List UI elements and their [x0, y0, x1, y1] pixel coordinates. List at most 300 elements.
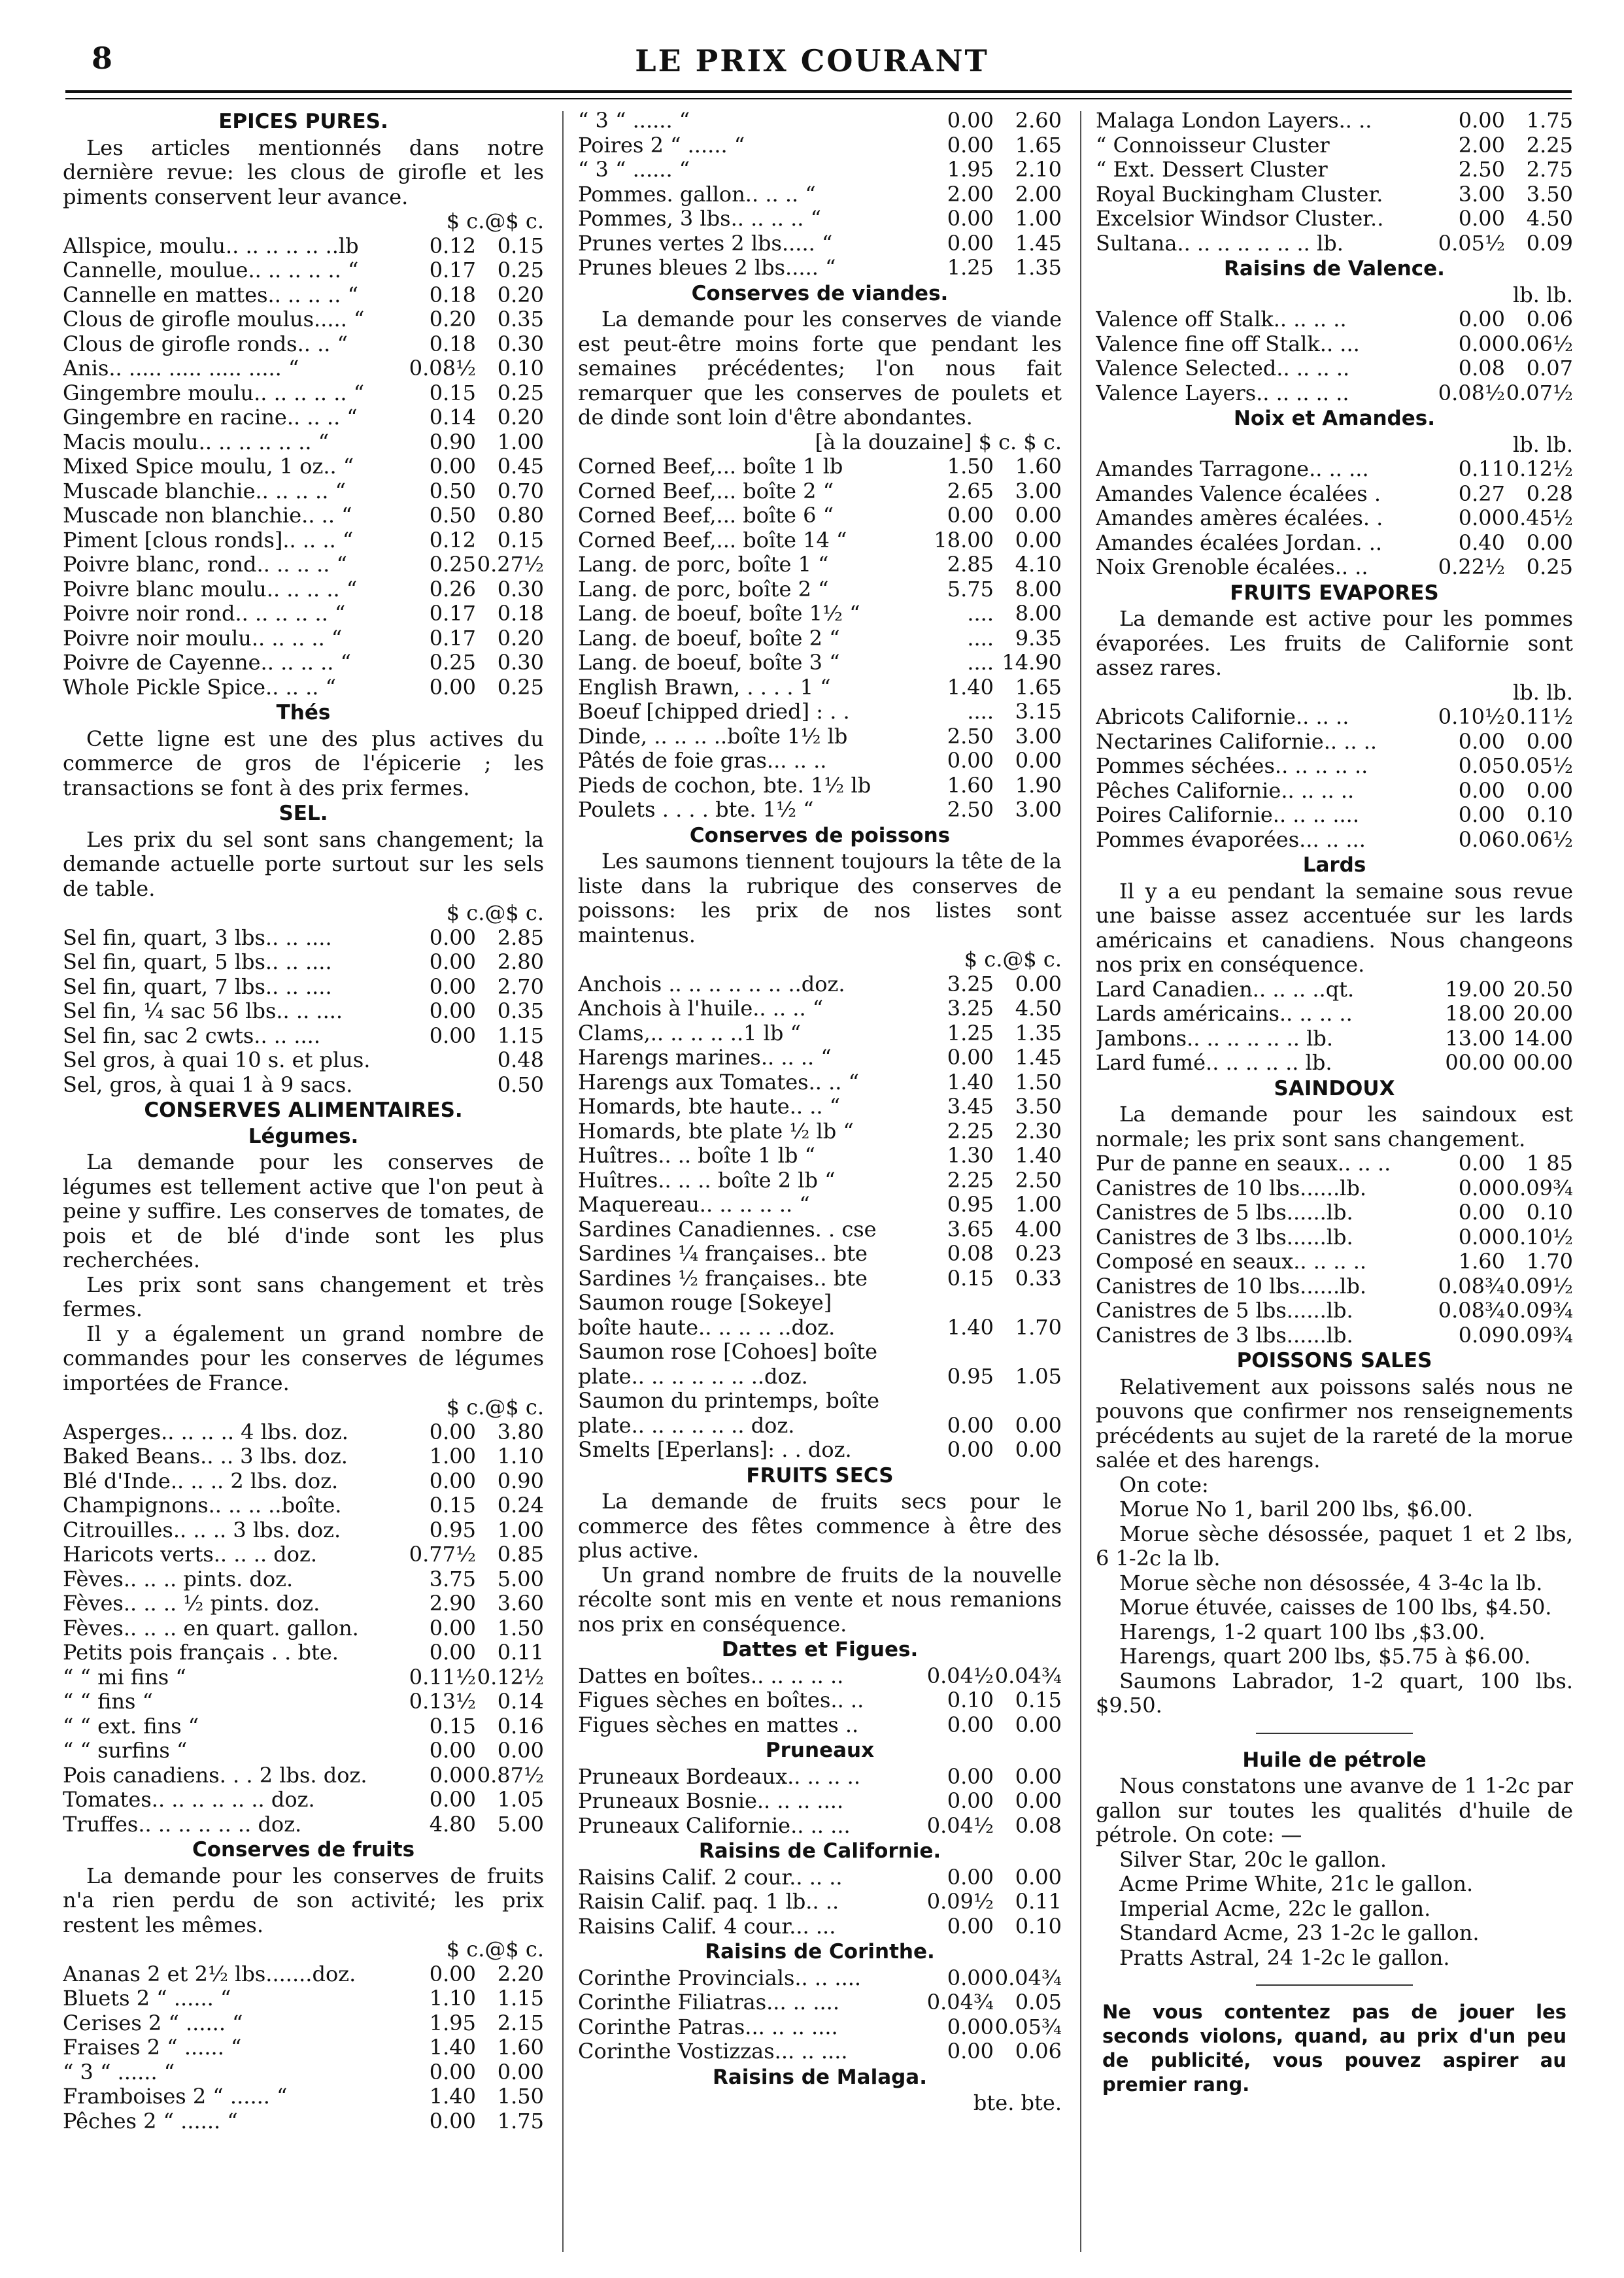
- price-low: 0.06: [1458, 826, 1505, 852]
- price-high: 2.20: [497, 1961, 544, 1986]
- price-row: [1096, 133, 1573, 158]
- subsection-title: Raisins de Malaga.: [712, 2065, 927, 2089]
- item-name: Clous de girofle ronds.. .. “: [63, 332, 348, 356]
- price-high: [994, 1291, 1062, 1316]
- price-high: 0.25: [497, 380, 544, 405]
- price-high: 2.60: [1015, 108, 1062, 133]
- price-low: 1.10: [429, 1986, 476, 2011]
- price-high: 0.24: [497, 1493, 544, 1518]
- price-list: [63, 234, 544, 700]
- price-high: 0.27½: [477, 552, 544, 577]
- subsection-title: Conserves de fruits: [192, 1838, 415, 1862]
- price-high: 3.80: [497, 1419, 544, 1444]
- paragraph: La demande de fruits secs pour le commerce des fêtes commence à être des plus active.: [578, 1489, 1062, 1563]
- item-name: Anis.. ..... ..... ..... ..... “: [63, 356, 299, 381]
- paragraph: La demande est active pour les pommes évaporées. Les fruits de Californie sont assez rares.: [1096, 606, 1573, 680]
- price-row: [63, 454, 544, 479]
- price-row: [63, 307, 544, 332]
- price-list: [63, 1420, 544, 1837]
- price-low: 0.00: [429, 2059, 476, 2084]
- price-low: 0.00: [947, 1913, 994, 1939]
- item-name: “ “ ext. fins “: [63, 1714, 199, 1739]
- price-row: [63, 1714, 544, 1739]
- price-high: 3.50: [1015, 1094, 1062, 1119]
- price-high: 1.75: [1526, 108, 1573, 133]
- price-row: [578, 1291, 1062, 1316]
- oncote-label: On cote:: [1119, 1472, 1209, 1497]
- paragraph: Cette ligne est une des plus actives du commerce de gros de l'épicerie ; les transactions se font à des prix fermes.: [63, 726, 544, 800]
- price-high: 1.60: [497, 2035, 544, 2060]
- price-low: 0.11: [1458, 456, 1505, 481]
- item-name: Gingembre en racine.. .. .. “: [63, 405, 358, 430]
- price-high: 0.70: [497, 478, 544, 503]
- price-row: [63, 1444, 544, 1469]
- price-low: 0.08½: [1438, 380, 1505, 405]
- price-low: 0.00: [947, 748, 994, 773]
- price-row: [63, 577, 544, 602]
- quote-line: Morue No 1, baril 200 lbs, $6.00.: [1119, 1497, 1474, 1522]
- item-name: Corned Beef,... boîte 2 “: [578, 479, 834, 503]
- quote-line: Morue sèche non désossée, 4 3-4c la lb.: [1119, 1570, 1543, 1595]
- price-low: ....: [967, 601, 994, 626]
- price-low: 2.00: [1458, 132, 1505, 158]
- price-high: 0.04¾: [994, 1663, 1062, 1688]
- price-low: 0.00: [429, 974, 476, 999]
- quote-lines: [1096, 1848, 1573, 1971]
- item-name: Anchois à l'huile.. .. .. “: [578, 996, 824, 1021]
- price-low: 1.50: [947, 454, 994, 479]
- item-name: Fèves.. .. .. pints. doz.: [63, 1567, 294, 1591]
- price-high: 0.85: [497, 1542, 544, 1567]
- item-name: Saumon rose [Cohoes] boîte: [578, 1340, 877, 1364]
- item-name: Lard fumé.. .. .. .. .. lb.: [1096, 1051, 1332, 1075]
- price-row: [578, 774, 1062, 798]
- item-name: Macis moulu.. .. .. .. .. .. “: [63, 430, 330, 454]
- price-row: [578, 651, 1062, 675]
- quote-lines: [1096, 1497, 1573, 1718]
- item-name: Lang. de boeuf, boîte 2 “: [578, 626, 840, 651]
- subsection-title: Raisins de Corinthe.: [705, 1940, 935, 1964]
- price-low: 0.17: [429, 601, 476, 626]
- price-row: [63, 1690, 544, 1714]
- price-low: 0.77½: [409, 1542, 476, 1567]
- item-name: Huîtres.. .. boîte 1 lb “: [578, 1144, 816, 1168]
- price-low: ....: [967, 625, 994, 651]
- price-row: [1096, 182, 1573, 207]
- price-low: 0.00: [947, 1763, 994, 1789]
- price-high: 20.00: [1513, 1001, 1573, 1026]
- price-low: 1.30: [947, 1143, 994, 1168]
- price-low: 0.18: [429, 331, 476, 356]
- price-row: [578, 1217, 1062, 1242]
- price-high: 5.00: [497, 1811, 544, 1837]
- price-high: 1.45: [1015, 1045, 1062, 1070]
- item-name: Malaga London Layers.. ..: [1096, 109, 1372, 133]
- price-low: 0.00: [1458, 307, 1505, 332]
- price-row: [63, 552, 544, 577]
- price-low: 0.00: [1458, 1175, 1505, 1200]
- price-low: 0.00: [947, 132, 994, 158]
- item-name: Canistres de 10 lbs......lb.: [1096, 1176, 1367, 1200]
- price-high: 2.30: [1015, 1118, 1062, 1144]
- price-low: 0.08½: [409, 356, 476, 381]
- item-name: Valence off Stalk.. .. .. ..: [1096, 307, 1347, 332]
- price-high: 2.80: [497, 949, 544, 974]
- price-high: 0.00: [1015, 971, 1062, 996]
- price-low: 0.12: [429, 527, 476, 552]
- price-low: 3.75: [429, 1566, 476, 1591]
- price-row: [63, 1469, 544, 1494]
- price-low: 0.10½: [1438, 704, 1505, 729]
- price-low: 2.90: [429, 1591, 476, 1616]
- price-row: [63, 675, 544, 700]
- item-name: Truffes.. .. .. .. .. .. doz.: [63, 1812, 302, 1837]
- price-high: 2.75: [1526, 157, 1573, 182]
- price-row: [578, 700, 1062, 724]
- price-high: 0.28: [1526, 481, 1573, 506]
- price-row: [63, 651, 544, 675]
- price-row: [63, 381, 544, 406]
- price-low: [403, 1048, 476, 1073]
- price-low: 19.00: [1445, 976, 1505, 1002]
- item-name: Lang. de porc, boîte 1 “: [578, 552, 829, 577]
- price-high: 0.00: [1015, 1788, 1062, 1813]
- item-name: Corned Beef,... boîte 6 “: [578, 503, 834, 528]
- price-low: 1.25: [947, 1020, 994, 1046]
- column-3: [1096, 109, 1573, 2097]
- price-low: 0.00: [947, 1965, 994, 1990]
- price-high: 1.05: [1015, 1363, 1062, 1389]
- price-low: ....: [967, 650, 994, 675]
- item-name: Prunes bleues 2 lbs..... “: [578, 256, 836, 280]
- price-low: 0.90: [429, 429, 476, 454]
- paragraph: La demande pour les saindoux est normale; les prix sont sans changement.: [1096, 1102, 1573, 1151]
- price-row: [578, 577, 1062, 602]
- price-low: 0.00: [429, 1640, 476, 1665]
- item-name: Abricots Californie.. .. ..: [1096, 705, 1349, 729]
- price-low: 0.00: [947, 1712, 994, 1737]
- price-high: 1 85: [1526, 1151, 1573, 1176]
- quote-line: Harengs, quart 200 lbs, $5.75 à $6.00.: [1119, 1644, 1531, 1669]
- price-high: 1.00: [497, 429, 544, 454]
- price-row: [578, 1168, 1062, 1193]
- item-name: Sardines Canadiennes. . cse: [578, 1217, 877, 1242]
- price-row: [63, 1073, 544, 1098]
- price-header: [à la douzaine] $ c. $ c.: [815, 429, 1062, 454]
- price-row: [63, 1812, 544, 1837]
- price-low: 0.00: [947, 1412, 994, 1438]
- price-high: 0.12½: [477, 1664, 544, 1690]
- price-low: 0.08: [947, 1241, 994, 1266]
- paragraph: Il y a également un grand nombre de commandes pour les conserves de légumes importées de France.: [63, 1321, 544, 1395]
- price-low: 00.00: [1445, 1050, 1505, 1075]
- item-name: Huîtres.. .. .. boîte 2 lb “: [578, 1168, 836, 1193]
- price-low: 0.00: [429, 1787, 476, 1812]
- price-high: 0.87½: [477, 1762, 544, 1788]
- page-title: LE PRIX COURANT: [635, 43, 989, 78]
- paragraph: Les prix sont sans changement et très fermes.: [63, 1272, 544, 1321]
- price-row: [63, 1024, 544, 1049]
- price-low: 0.00: [429, 925, 476, 950]
- item-name: Lang. de porc, boîte 2 “: [578, 577, 829, 602]
- price-low: 0.04½: [926, 1812, 994, 1838]
- price-high: 00.00: [1513, 1050, 1573, 1075]
- price-high: 0.45½: [1506, 505, 1573, 530]
- price-row: [63, 602, 544, 626]
- price-high: 0.06: [1526, 307, 1573, 332]
- price-high: 0.15: [497, 527, 544, 552]
- price-low: 2.50: [947, 723, 994, 749]
- subsection-title: Noix et Amandes.: [1233, 407, 1436, 430]
- item-name: Raisins Calif. 2 cour.. .. ..: [578, 1865, 843, 1890]
- price-row: [578, 675, 1062, 700]
- price-low: 3.25: [947, 971, 994, 996]
- price-header: $ c.@$ c.: [446, 900, 544, 925]
- price-high: 3.60: [497, 1591, 544, 1616]
- item-name: Valence Layers.. .. .. .. ..: [1096, 381, 1349, 405]
- item-name: Noix Grenoble écalées.. ..: [1096, 555, 1368, 579]
- item-name: Fèves.. .. .. ½ pints. doz.: [63, 1591, 320, 1616]
- header-rule: [65, 90, 1572, 93]
- item-name: Corned Beef,... boîte 1 lb: [578, 454, 843, 479]
- item-name: Clams,.. .. .. .. ..1 lb “: [578, 1021, 801, 1046]
- price-row: [578, 602, 1062, 626]
- price-row: [578, 1340, 1062, 1365]
- price-row: [63, 1665, 544, 1690]
- item-name: Canistres de 5 lbs......lb.: [1096, 1200, 1353, 1225]
- price-low: 0.00: [429, 1738, 476, 1763]
- price-low: 0.95: [947, 1192, 994, 1217]
- item-name: Sel fin, sac 2 cwts.. .. ....: [63, 1023, 320, 1048]
- price-row: [63, 1567, 544, 1592]
- item-name: Dattes en boîtes.. .. .. .. ..: [578, 1663, 844, 1688]
- price-low: 18.00: [934, 527, 994, 552]
- item-name: Cannelle, moulue.. .. .. .. .. “: [63, 258, 359, 282]
- price-header: lb. lb.: [1513, 432, 1573, 457]
- price-high: 0.00: [1015, 748, 1062, 773]
- item-name: Boeuf [chipped dried] : . .: [578, 700, 850, 724]
- item-name: Pruneaux Californie.. .. ...: [578, 1813, 851, 1838]
- item-name: Pâtés de foie gras... .. ..: [578, 749, 827, 773]
- price-row: [63, 1518, 544, 1543]
- price-low: 0.11½: [409, 1664, 476, 1690]
- price-row: [578, 1713, 1062, 1738]
- item-name: Corinthe Vostizzas... .. ....: [578, 2039, 848, 2064]
- price-low: [403, 1073, 476, 1098]
- paragraph: Relativement aux poissons salés nous ne pouvons que confirmer nos renseignements précédents au sujet de la rareté de la morue salée et des harengs.: [1096, 1374, 1573, 1472]
- price-high: 0.80: [497, 503, 544, 528]
- column-2: [578, 109, 1062, 2116]
- item-name: Poivre blanc moulu.. .. .. .. “: [63, 577, 358, 602]
- price-row: [1096, 1200, 1573, 1225]
- price-high: 0.10: [1015, 1913, 1062, 1939]
- price-list: [578, 1765, 1062, 1839]
- price-low: 0.00: [429, 1023, 476, 1048]
- price-low: 0.00: [947, 503, 994, 528]
- price-high: 0.50: [497, 1072, 544, 1097]
- item-name: Lang. de boeuf, boîte 1½ “: [578, 602, 860, 626]
- price-high: 1.65: [1015, 132, 1062, 158]
- item-name: Maquereau.. .. .. .. .. “: [578, 1193, 810, 1217]
- price-row: [578, 1242, 1062, 1266]
- price-high: 0.20: [497, 405, 544, 430]
- price-row: [578, 133, 1062, 158]
- paragraph: Les saumons tiennent toujours la tête de la liste dans la rubrique des conserves de poissons: les prix de nos listes sont maintenus.: [578, 849, 1062, 947]
- column-1: [63, 109, 544, 2134]
- item-name: Cerises 2 “ ...... “: [63, 2011, 243, 2035]
- item-name: Poivre noir rond.. .. .. .. .. “: [63, 602, 346, 626]
- item-name: Amandes écalées Jordan. ..: [1096, 530, 1383, 555]
- item-name: Poivre de Cayenne.. .. .. .. “: [63, 651, 351, 675]
- price-high: 4.50: [1526, 206, 1573, 231]
- price-low: 0.00: [947, 108, 994, 133]
- price-row: [578, 231, 1062, 256]
- price-low: 0.20: [429, 307, 476, 332]
- price-high: 0.16: [497, 1713, 544, 1739]
- item-name: Ananas 2 et 2½ lbs.......doz.: [63, 1962, 356, 1986]
- price-low: [921, 1389, 994, 1414]
- price-high: 8.00: [1015, 601, 1062, 626]
- price-low: 0.00: [1458, 1224, 1505, 1250]
- price-low: 1.95: [947, 157, 994, 182]
- price-low: 1.60: [1458, 1249, 1505, 1274]
- price-high: 0.04¾: [994, 1965, 1062, 1990]
- item-name: Sel fin, quart, 7 lbs.. .. ....: [63, 974, 332, 999]
- price-row: [1096, 381, 1573, 406]
- price-list: [1096, 1151, 1573, 1348]
- price-row: [578, 1144, 1062, 1168]
- price-row: [578, 1688, 1062, 1713]
- price-low: 0.00: [1458, 777, 1505, 803]
- price-high: 2.50: [1015, 1167, 1062, 1193]
- price-row: [63, 2084, 544, 2109]
- item-name: Fèves.. .. .. en quart. gallon.: [63, 1616, 359, 1640]
- price-low: 3.45: [947, 1094, 994, 1119]
- price-high: 0.14: [497, 1689, 544, 1714]
- item-name: Poivre noir moulu.. .. .. .. “: [63, 626, 343, 651]
- price-row: [578, 1914, 1062, 1939]
- price-row: [578, 552, 1062, 577]
- section-title: SAINDOUX: [1274, 1076, 1395, 1100]
- price-low: 0.00: [947, 1045, 994, 1070]
- price-low: 0.00: [429, 1961, 476, 1986]
- price-row: [578, 1193, 1062, 1217]
- quote-line: Silver Star, 20c le gallon.: [1119, 1846, 1387, 1872]
- price-low: 0.04½: [926, 1663, 994, 1688]
- price-high: 3.50: [1526, 181, 1573, 207]
- item-name: Allspice, moulu.. .. .. .. .. ..lb: [63, 233, 359, 258]
- price-low: 0.00: [1458, 206, 1505, 231]
- price-high: 0.48: [497, 1047, 544, 1072]
- price-high: 2.10: [1015, 157, 1062, 182]
- item-name: Amandes Valence écalées .: [1096, 481, 1381, 506]
- price-low: 0.00: [429, 1468, 476, 1493]
- price-high: 0.11: [497, 1640, 544, 1665]
- price-row: [63, 258, 544, 283]
- price-row: [578, 182, 1062, 207]
- price-high: 0.00: [1526, 728, 1573, 754]
- price-low: 1.25: [947, 255, 994, 280]
- item-name: Sel gros, à quai 10 s. et plus.: [63, 1048, 371, 1072]
- price-row: [1096, 1274, 1573, 1299]
- quote-line: Acme Prime White, 21c le gallon.: [1119, 1871, 1474, 1896]
- price-high: 1.10: [497, 1444, 544, 1469]
- price-row: [63, 2011, 544, 2036]
- price-high: 0.05: [1015, 1990, 1062, 2014]
- price-row: [63, 1763, 544, 1788]
- item-name: Pois canadiens. . . 2 lbs. doz.: [63, 1763, 367, 1788]
- price-row: [578, 1414, 1062, 1438]
- item-name: Tomates.. .. .. .. .. .. doz.: [63, 1788, 315, 1812]
- quote-line: Harengs, 1-2 quart 100 lbs ,$3.00.: [1119, 1619, 1485, 1644]
- item-name: Dinde, .. .. .. ..boîte 1½ lb: [578, 724, 848, 749]
- item-name: Sultana.. .. .. .. .. .. .. lb.: [1096, 231, 1344, 256]
- item-name: Homards, bte haute.. .. “: [578, 1095, 841, 1119]
- price-low: 0.00: [947, 1788, 994, 1813]
- price-high: 0.20: [497, 282, 544, 307]
- section-title: POISSONS SALES: [1236, 1349, 1432, 1372]
- quote-line: Pratts Astral, 24 1-2c le gallon.: [1119, 1945, 1450, 1970]
- price-low: 0.00: [1458, 505, 1505, 530]
- price-low: 1.40: [947, 1314, 994, 1340]
- price-low: 0.09½: [926, 1889, 994, 1914]
- price-low: 0.08¾: [1438, 1273, 1505, 1299]
- price-row: [578, 1316, 1062, 1340]
- item-name: Sel fin, ¼ sac 56 lbs.. .. ....: [63, 999, 343, 1023]
- price-row: [63, 405, 544, 430]
- page-number: 8: [92, 41, 113, 76]
- price-low: 1.00: [429, 1444, 476, 1469]
- price-high: 1.00: [1015, 206, 1062, 231]
- column-divider: [1080, 111, 1081, 2252]
- price-row: [63, 332, 544, 357]
- price-row: [578, 1389, 1062, 1414]
- price-high: 14.90: [1002, 650, 1062, 675]
- price-low: 0.10: [947, 1688, 994, 1712]
- paragraph: La demande pour les conserves de légumes est tellement active que l'on peut à peine y suffire. Les conserves de tomates, de pois et de blé d'inde sont les plus recherchées.: [63, 1149, 544, 1272]
- price-low: 0.00: [947, 1864, 994, 1890]
- section-title: EPICES PURES.: [218, 110, 388, 133]
- item-name: Lards américains.. .. .. ..: [1096, 1002, 1353, 1026]
- item-name: Champignons.. .. .. ..boîte.: [63, 1493, 342, 1518]
- paragraph: Les articles mentionnés dans notre dernière revue: les clous de girofle et les piments conservent leur avance.: [63, 135, 544, 209]
- price-low: 0.04¾: [926, 1990, 994, 2014]
- item-name: Poires Californie.. .. .. ....: [1096, 803, 1360, 827]
- price-row: [63, 2035, 544, 2060]
- item-name: Corinthe Patras... .. .. ....: [578, 2014, 838, 2039]
- price-low: 0.05½: [1438, 230, 1505, 256]
- price-high: 0.09½: [1506, 1273, 1573, 1299]
- section-title: FRUITS EVAPORES: [1230, 581, 1439, 605]
- paragraph: Il y a eu pendant la semaine sous revue une baisse assez accentuée sur les lards américains et canadiens. Nous changeons nos prix en conséquence.: [1096, 878, 1573, 977]
- item-name: Pommes, 3 lbs.. .. .. .. “: [578, 207, 821, 231]
- price-high: 0.10: [497, 356, 544, 381]
- item-name: “ “ fins “: [63, 1690, 153, 1714]
- price-list: [578, 454, 1062, 823]
- subsection-title: Raisins de Californie.: [698, 1839, 941, 1863]
- price-low: 0.00: [429, 1419, 476, 1444]
- price-low: 0.25: [429, 650, 476, 675]
- item-name: Sel, gros, à quai 1 à 9 sacs.: [63, 1072, 353, 1097]
- price-row: [1096, 828, 1573, 853]
- price-high: 0.10½: [1506, 1224, 1573, 1250]
- price-low: 0.14: [429, 405, 476, 430]
- price-row: [1096, 506, 1573, 531]
- price-high: 0.00: [1015, 1712, 1062, 1737]
- section-title: SEL.: [279, 802, 328, 825]
- item-name: “ “ mi fins “: [63, 1665, 186, 1690]
- price-row: [1096, 109, 1573, 133]
